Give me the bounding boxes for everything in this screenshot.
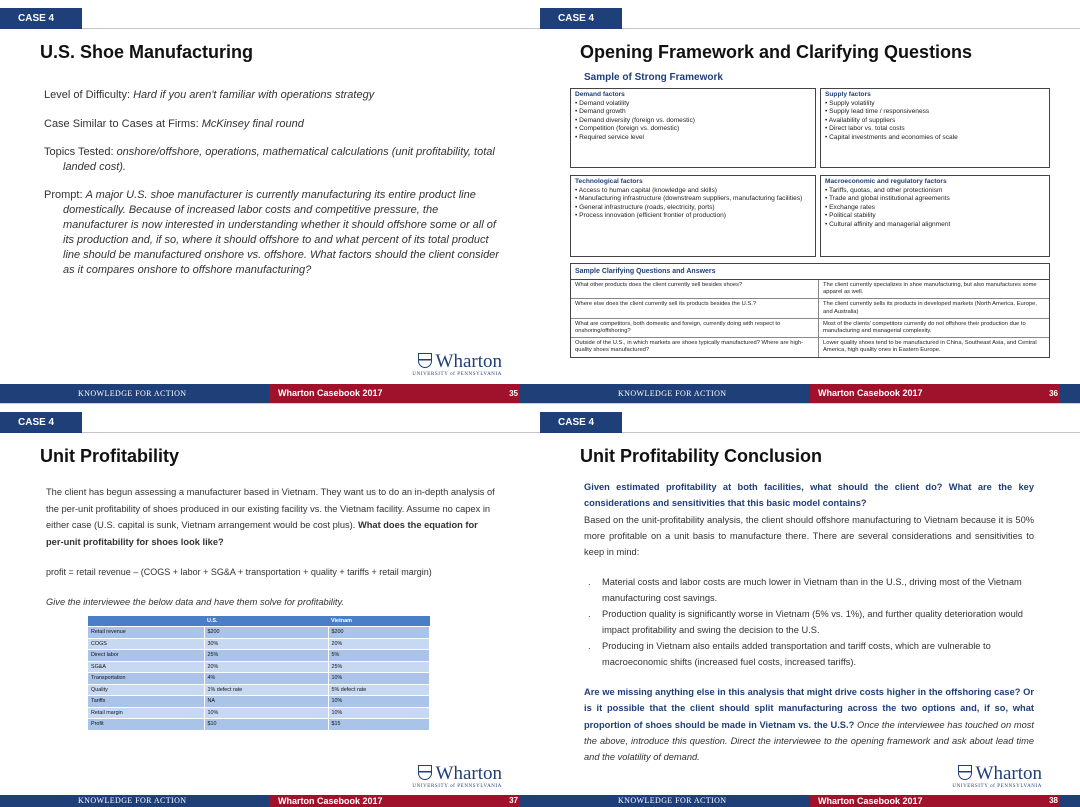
footer-bar: KNOWLEDGE FOR ACTION Wharton Casebook 2017 38 xyxy=(540,795,1080,807)
footer-bar: KNOWLEDGE FOR ACTION Wharton Casebook 2017 36 xyxy=(540,384,1080,403)
page-number: 37 xyxy=(509,796,518,805)
framework-subtitle: Sample of Strong Framework xyxy=(584,72,723,83)
cell-value: $15 xyxy=(328,719,430,730)
row-label: Transportation xyxy=(88,673,204,685)
penn-shield-icon xyxy=(418,765,432,780)
wharton-logo: Wharton UNIVERSITY of PENNSYLVANIA xyxy=(412,763,502,789)
case-tag: CASE 4 xyxy=(0,8,82,29)
difficulty-line: Level of Difficulty: Hard if you aren't familiar with operations strategy xyxy=(44,89,375,101)
row-label: Tariffs xyxy=(88,696,204,708)
table-row xyxy=(88,707,430,719)
unit-cost-table: U.S. Vietnam Retail revenue $200 $200 COGS 30% 20% Direct labor 25% 5% SG&A 20% 25% Transportation 4% 10% Quality 1% defect rate 5% defect rate Tariffs NA 10% Retail margin 10% 10% Profit $10 $15 xyxy=(88,616,430,730)
topics-line: Topics Tested: onshore/offshore, operations, mathematical calculations (unit profitability, total landed cost). xyxy=(44,146,495,173)
framework-box-macroeconomic: Macroeconomic and regulatory factors • Tariffs, quotas, and other protectionism • Trade and global institutional agreements • Exchange rates • Political stability • Cultural affinity and managerial alignment xyxy=(820,175,1050,257)
row-label: SG&A xyxy=(88,661,204,673)
prompt-paragraph: Prompt: A major U.S. shoe manufacturer is currently manufacturing its entire product line domestically. Because of increased labor costs and competitive pressure, the manufacturer is now interested in understanding whether it should offshore some or all of its production and, if so, where it should offshore to and what percent of its total product line should be manufactured onshore vs. offshore. What factors should the client consider as it compares onshore to offshore manufacturing? xyxy=(44,189,499,276)
cell-value: 10% xyxy=(328,707,430,719)
page-title: Opening Framework and Clarifying Questions xyxy=(580,42,973,62)
similar-cases-line: Case Similar to Cases at Firms: McKinsey final round xyxy=(44,118,304,130)
table-row xyxy=(88,696,430,708)
cell-value: 4% xyxy=(204,673,328,685)
slide-35 xyxy=(0,0,540,403)
page-number: 35 xyxy=(509,389,518,398)
conclusion-section xyxy=(584,479,1034,560)
page-title: U.S. Shoe Manufacturing xyxy=(40,42,254,62)
table-row: What other products does the client currently sell besides shoes? The client currently specializes in shoe manufacturing, but also manufactures some apparel as well. xyxy=(571,280,1049,299)
intro-paragraph: The client has begun assessing a manufacturer based in Vietnam. They want us to do an in-depth analysis of the per-unit profitability of shoes produced in our existing facility vs. the Vietnam facility. Assume no capex in either case (U.S. capital is sunk, Vietnam arrangement would be cost plus). What does the equation for per-unit profitability for shoes look like? xyxy=(46,487,495,547)
cell-value: 20% xyxy=(204,661,328,673)
table-row: Outside of the U.S., in which markets are shoes typically manufactured? Where are high-quality shoes manufactured? Lower quality shoes tend to be manufactured in China, Southeast Asia, and Central America, high quality ones in Eastern Europe. xyxy=(571,338,1049,356)
data-instruction: Give the interviewee the below data and have them solve for profitability. xyxy=(46,597,345,607)
table-row xyxy=(88,684,430,696)
header-rule xyxy=(622,432,1080,433)
cell-value: 10% xyxy=(204,707,328,719)
penn-shield-icon xyxy=(958,765,972,780)
cell-value: 25% xyxy=(204,650,328,662)
page-title: Unit Profitability Conclusion xyxy=(580,446,822,466)
key-question: Given estimated profitability at both facilities, what should the client do? What are the key considerations and sensitivities that this basic model contains? xyxy=(584,482,1034,509)
footer-bar: KNOWLEDGE FOR ACTION Wharton Casebook 2017 37 xyxy=(0,795,540,807)
slide-38 xyxy=(540,404,1080,807)
page-number: 38 xyxy=(1049,796,1058,805)
clarifying-questions-table: Sample Clarifying Questions and Answers What other products does the client currently sell besides shoes? The client currently specializes in shoe manufacturing, but also manufactures some apparel as well. Where else does the client currently sell its products besides the U.S.? The client currently sells its products in developed markets (North America, Europe, and Australia) What are competitors, both domestic and foreign, currently doing with respect to onshoring/offshoring? Most of the clients' competitors currently do not offshore their production due to manufacturing and managerial complexity. Outside of the U.S., in which markets are shoes typically manufactured? Where are high-quality shoes manufactured? Lower quality shoes tend to be manufactured in China, Southeast Asia, and Central America, high quality ones in Eastern Europe. xyxy=(570,263,1050,358)
row-label: Retail margin xyxy=(88,707,204,719)
followup-section: Are we missing anything else in this analysis that might drive costs higher in the offshoring case? Or is it possible that the client should split manufacturing across the two options and, if so, what proportion of shoes should be made in Vietnam vs. the U.S.? Once the interviewee has touched on most the above, introduce this question. Direct the interviewee to the opening framework and ask about lead time and the volatility of demand. xyxy=(584,687,1034,763)
table-row: Where else does the client currently sell its products besides the U.S.? The client currently sells its products in developed markets (North America, Europe, and Australia) xyxy=(571,299,1049,318)
table-row xyxy=(88,638,430,650)
penn-shield-icon xyxy=(418,353,432,368)
answer-paragraph: Based on the unit-profitability analysis, the client should offshore manufacturing to Vietnam because it is 50% more profitable on a unit basis to manufacture there. There are several considerations and sensitivities to keep in mind: xyxy=(584,514,1034,558)
table-row xyxy=(88,627,430,639)
cell-value: 5% defect rate xyxy=(328,684,430,696)
row-label: COGS xyxy=(88,638,204,650)
table-row: What are competitors, both domestic and foreign, currently doing with respect to onshoring/offshoring? Most of the clients' competitors currently do not offshore their production due to manufacturing and managerial complexity. xyxy=(571,319,1049,338)
list-item: . Producing in Vietnam also entails added transportation and tariff costs, which are vulnerable to macroeconomic shifts (increased fuel costs, increased tariffs). xyxy=(588,641,991,668)
page-title: Unit Profitability xyxy=(40,446,179,466)
cell-value: 5% xyxy=(328,650,430,662)
framework-box-technological: Technological factors • Access to human capital (knowledge and skills) • Manufacturing infrastructure (downstream suppliers, manufacturing facilities) • General infrastructure (roads, electricity, ports) • Process innovation (efficient frontier of production) xyxy=(570,175,816,257)
cell-value: 25% xyxy=(328,661,430,673)
cell-value: 10% xyxy=(328,673,430,685)
profit-equation: profit = retail revenue – (COGS + labor + SG&A + transportation + quality + tariffs + retail margin) xyxy=(46,567,432,577)
table-row xyxy=(88,719,430,730)
footer-bar: KNOWLEDGE FOR ACTION Wharton Casebook 2017 35 xyxy=(0,384,540,403)
list-item: . Production quality is significantly worse in Vietnam (5% vs. 1%), and further quality deterioration would impact profitability and swing the decision to the U.S. xyxy=(588,609,1023,636)
cell-value: 30% xyxy=(204,638,328,650)
wharton-logo: Wharton UNIVERSITY of PENNSYLVANIA xyxy=(412,351,502,377)
framework-box-supply: Supply factors • Supply volatility • Supply lead time / responsiveness • Availability of suppliers • Direct labor vs. total costs • Capital investments and economies of scale xyxy=(820,88,1050,168)
cell-value: $200 xyxy=(328,627,430,639)
slide-36 xyxy=(540,0,1080,403)
cell-value: $200 xyxy=(204,627,328,639)
page-number: 36 xyxy=(1049,389,1058,398)
table-row xyxy=(88,661,430,673)
cell-value: NA xyxy=(204,696,328,708)
wharton-logo: Wharton UNIVERSITY of PENNSYLVANIA xyxy=(952,763,1042,789)
cell-value: 1% defect rate xyxy=(204,684,328,696)
framework-box-demand: Demand factors • Demand volatility • Demand growth • Demand diversity (foreign vs. domestic) • Competition (foreign vs. domestic) • Required service level xyxy=(570,88,816,168)
cell-value: 20% xyxy=(328,638,430,650)
table-row xyxy=(88,673,430,685)
header-rule xyxy=(622,28,1080,29)
case-tag: CASE 4 xyxy=(0,412,82,433)
header-rule xyxy=(82,28,540,29)
cell-value: 10% xyxy=(328,696,430,708)
case-tag: CASE 4 xyxy=(540,8,622,29)
case-tag: CASE 4 xyxy=(540,412,622,433)
row-label: Profit xyxy=(88,719,204,730)
row-label: Retail revenue xyxy=(88,627,204,639)
row-label: Quality xyxy=(88,684,204,696)
list-item: . Material costs and labor costs are much lower in Vietnam than in the U.S., driving most of the Vietnam manufacturing cost savings. xyxy=(588,577,1022,604)
row-label: Direct labor xyxy=(88,650,204,662)
slide-37 xyxy=(0,404,540,807)
header-rule xyxy=(82,432,540,433)
table-row xyxy=(88,650,430,662)
cell-value: $10 xyxy=(204,719,328,730)
